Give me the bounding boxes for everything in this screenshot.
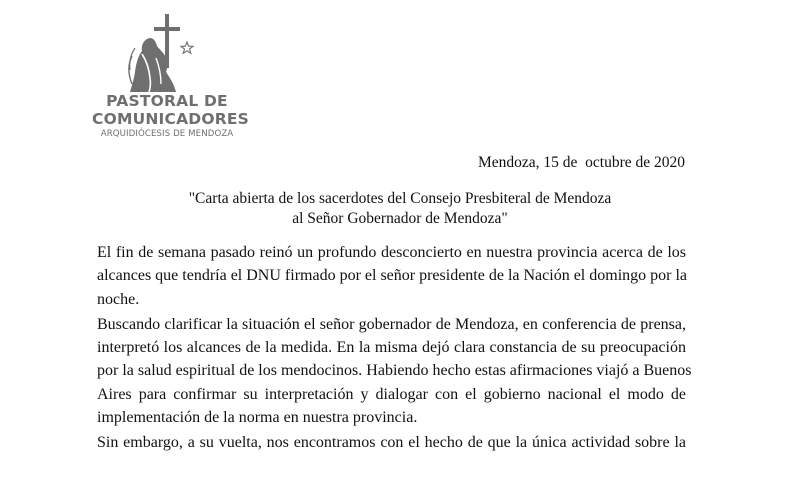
- logo-text-arquidiocesis: ARQUIDIÓCESIS DE MENDOZA: [100, 129, 234, 139]
- body-line: Aires para confirmar su interpretación y dialogar con el gobierno nacional el modo de: [97, 385, 686, 403]
- pastoral-logo: [92, 12, 250, 139]
- letter-date: Mendoza, 15 de octubre de 2020: [477, 154, 685, 171]
- cross-figure-emblem-icon: [120, 12, 200, 94]
- body-line: interpretó los alcances de la medida. En la misma dejó clara constancia de su preocupación: [97, 339, 686, 357]
- body-line: El fin de semana pasado reinó un profundo desconcierto en nuestra provincia acerca de los: [97, 244, 686, 261]
- letter-title-line-2: al Señor Gobernador de Mendoza": [292, 210, 508, 227]
- letter-title-line-1: "Carta abierta de los sacerdotes del Consejo Presbiteral de Mendoza: [188, 190, 612, 207]
- body-line: alcances que tendría el DNU firmado por el señor presidente de la Nación el domingo por la: [97, 267, 688, 285]
- body-line: implementación de la norma en nuestra provincia.: [97, 409, 418, 427]
- logo-text-comunicadores: COMUNICADORES: [92, 110, 250, 128]
- body-line: noche.: [97, 290, 140, 308]
- body-line: por la salud espiritual de los mendocinos. Habiendo hecho estas afirmaciones viajó a Buenos: [97, 362, 692, 380]
- letter-body: [97, 241, 692, 455]
- body-line: Sin embargo, a su vuelta, nos encontramos con el hecho de que la única actividad sobre la: [97, 434, 686, 452]
- body-line: Buscando clarificar la situación el señor gobernador de Mendoza, en conferencia de prensa,: [97, 315, 686, 333]
- logo-text-pastoral: PASTORAL DE: [106, 92, 228, 110]
